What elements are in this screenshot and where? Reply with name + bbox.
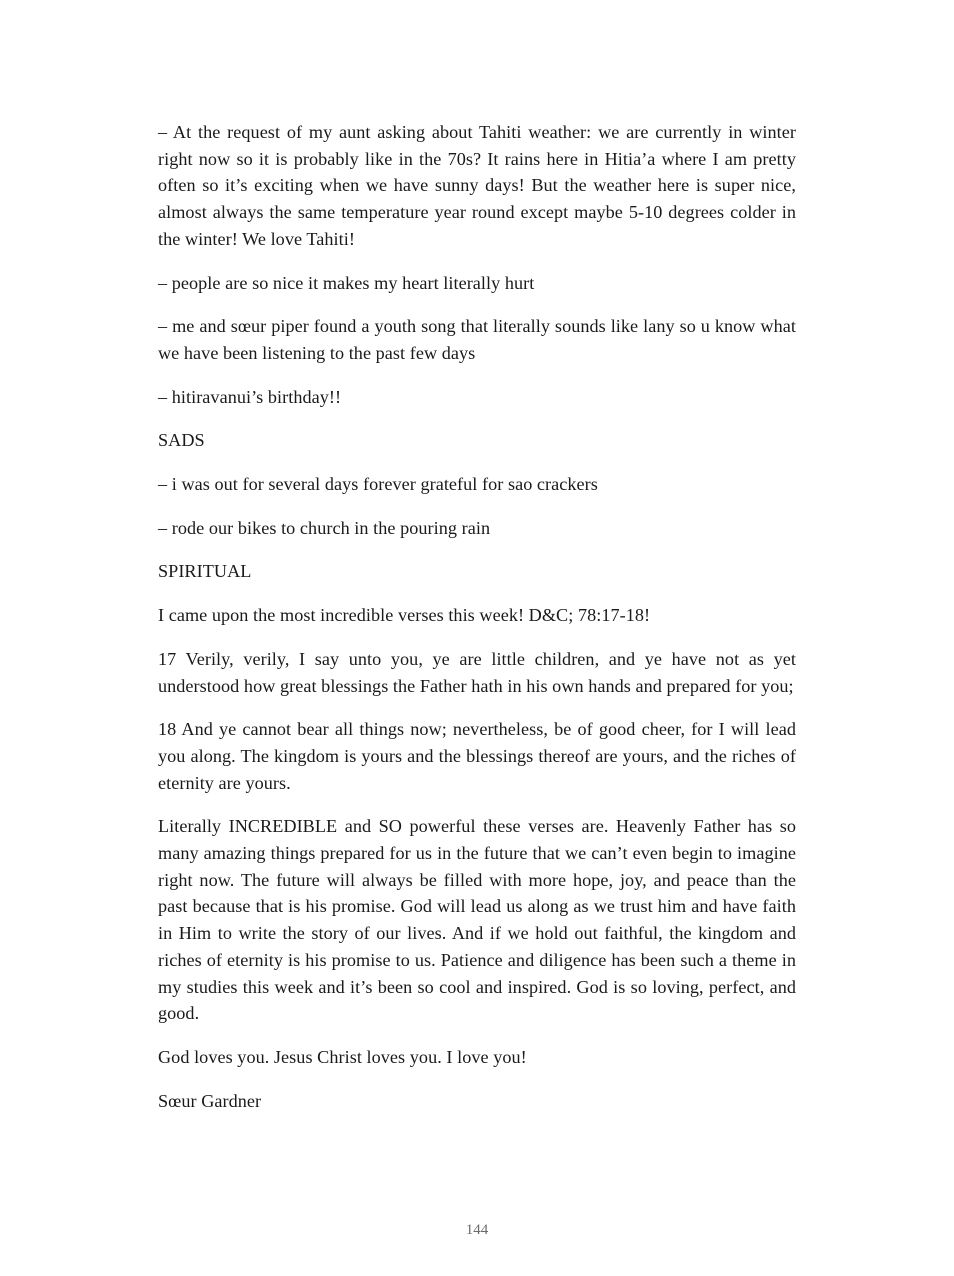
sick-paragraph: – i was out for several days forever grateful for sao crackers: [158, 474, 598, 495]
weather-paragraph: – At the request of my aunt asking about Tahiti weather: we are currently in winter right now so it is probably like in the 70s? It rains here in Hitia’a where I am pretty often so it’s exciting when we have sunny days! But the weather here is super nice, almost always the same temperature year round except maybe 5-10 degrees colder in the winter! We love Tahiti!: [158, 122, 796, 249]
page-number: 144: [465, 1222, 489, 1238]
closing-paragraph: God loves you. Jesus Christ loves you. I love you!: [158, 1046, 527, 1067]
page-body: [158, 119, 796, 1131]
people-nice-paragraph: – people are so nice it makes my heart literally hurt: [158, 272, 535, 293]
verse-18-paragraph: 18 And ye cannot bear all things now; nevertheless, be of good cheer, for I will lead you along. The kingdom is yours and the blessings thereof are yours, and the riches of eternity are yours.: [158, 719, 796, 793]
sads-heading: SADS: [158, 430, 205, 451]
verses-intro-paragraph: I came upon the most incredible verses this week! D&C; 78:17-18!: [158, 605, 651, 626]
signature: Sœur Gardner: [158, 1090, 262, 1111]
birthday-paragraph: – hitiravanui’s birthday!!: [158, 386, 342, 407]
bikes-paragraph: – rode our bikes to church in the pouring rain: [158, 517, 491, 538]
verse-17-paragraph: 17 Verily, verily, I say unto you, ye are little children, and ye have not as yet understood how great blessings the Father hath in his own hands and prepared for you;: [158, 648, 796, 696]
spiritual-heading: SPIRITUAL: [158, 561, 252, 582]
youth-song-paragraph: – me and sœur piper found a youth song that literally sounds like lany so u know what we have been listening to the past few days: [158, 316, 796, 363]
reflection-paragraph: Literally INCREDIBLE and SO powerful these verses are. Heavenly Father has so many amazing things prepared for us in the future that we can’t even begin to imagine right now. The future will always be filled with more hope, joy, and peace than the past because that is his promise. God will lead us along as we trust him and have faith in Him to write the story of our lives. And if we hold out faithful, the kingdom and riches of eternity is his promise to us. Patience and diligence has been such a theme in my studies this week and it’s been so cool and inspired. God is so loving, perfect, and good.: [158, 816, 796, 1024]
